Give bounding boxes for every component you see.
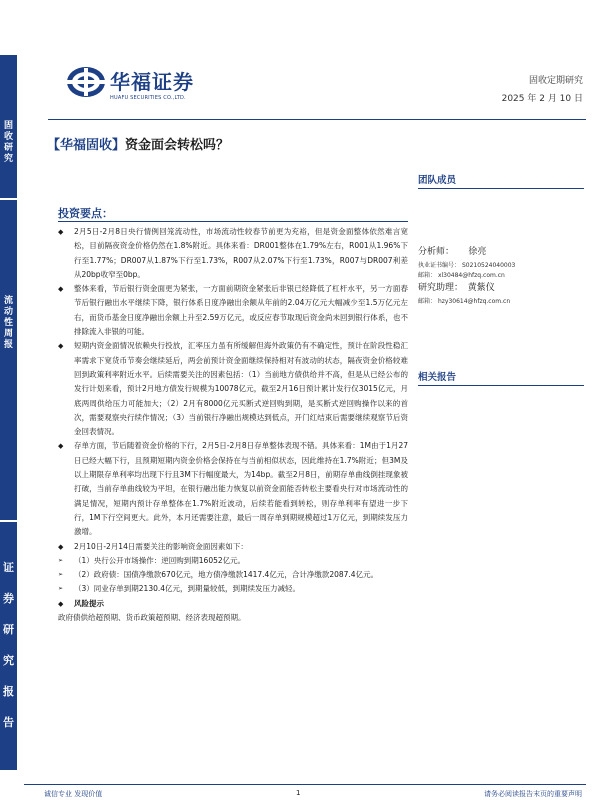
point-text: 2月10日-2月14日需要关注的影响资金面因素如下： bbox=[74, 541, 248, 551]
point-text: 2月5日-2月8日央行情例回笼流动性，市场流动性较春节前更为充裕，但是资金面整体依然难言宽松，目前隔夜资金价格仍然在1.8%附近。具体来看：DR001整体在1.79%左右，R001从1.96%下行至1.77%；DR007从1.87%下行至1.73%，R007从2.07%下行至1.73%，R007与DR007利差从20bp收窄至0bp。 bbox=[74, 227, 408, 279]
logo-mark-icon bbox=[66, 64, 106, 100]
sub-point-text: （3）同业存单到期2130.4亿元，到期量较低，到期续发压力减轻。 bbox=[74, 584, 301, 594]
title-bracket: 【华福固收】 bbox=[47, 138, 126, 153]
diamond-bullet-icon: ◆ bbox=[58, 542, 64, 551]
sub-point-item bbox=[58, 554, 408, 568]
analyst-cert-label: 执业证书编号： bbox=[418, 262, 461, 269]
side-char: 究 bbox=[3, 654, 14, 667]
assistant-email-label: 邮箱： bbox=[418, 298, 437, 305]
risk-heading: 风险提示 bbox=[74, 598, 104, 608]
side-char: 研 bbox=[3, 143, 13, 153]
diamond-bullet-icon: ◆ bbox=[58, 599, 64, 608]
side-char: 固 bbox=[3, 121, 13, 131]
arrow-bullet-icon: ➢ bbox=[58, 585, 64, 593]
analyst-email[interactable]: xl30484@hfzq.com.cn bbox=[437, 272, 505, 279]
sub-point-item bbox=[58, 582, 408, 596]
team-heading: 团队成员 bbox=[418, 175, 457, 186]
side-char: 性 bbox=[3, 318, 13, 328]
point-item bbox=[58, 439, 408, 539]
page-number: 1 bbox=[296, 789, 301, 797]
points-heading: 投资要点： bbox=[58, 207, 113, 220]
related-heading: 相关报告 bbox=[418, 372, 457, 383]
logo-name-en: HUAFU SECURITIES CO.,LTD. bbox=[110, 95, 186, 101]
point-item bbox=[58, 339, 408, 439]
analyst-card bbox=[418, 244, 515, 279]
side-char: 究 bbox=[3, 154, 13, 164]
header-divider bbox=[48, 119, 586, 120]
point-item bbox=[58, 225, 408, 282]
side-band-report-type bbox=[0, 200, 17, 520]
assistant-card bbox=[418, 280, 510, 305]
points-divider bbox=[58, 221, 408, 222]
point-item bbox=[58, 282, 408, 339]
analyst-cert: S0210524040003 bbox=[461, 262, 516, 269]
footer-disclaimer: 请务必阅读报告末页的重要声明 bbox=[484, 790, 582, 798]
report-category: 固收定期研究 bbox=[528, 76, 583, 86]
arrow-bullet-icon: ➢ bbox=[58, 571, 64, 579]
report-date: 2025 年 2 月 10 日 bbox=[501, 94, 583, 104]
side-char: 报 bbox=[3, 340, 13, 350]
diamond-bullet-icon: ◆ bbox=[58, 228, 64, 236]
related-divider bbox=[418, 385, 584, 386]
assistant-name: 黄紫仪 bbox=[467, 283, 495, 293]
side-char: 研 bbox=[3, 623, 14, 636]
diamond-bullet-icon: ◆ bbox=[58, 342, 64, 351]
header-meta bbox=[502, 72, 583, 108]
analyst-role: 分析师： bbox=[418, 247, 455, 257]
side-char: 券 bbox=[3, 592, 14, 605]
assistant-email[interactable]: hzy30614@hfzq.com.cn bbox=[437, 298, 511, 305]
point-text: 整体来看，节后银行资金面更为紧张，一方面前期资金紧张后非银已经降低了杠杆水平，另一方面春节后银行融出水平继续下降，银行体系日度净融出余额从年前的2.04万亿元大幅减少至1.5万亿元左右，而货币基金日度净融出余额上升至2.59万亿元，或反应春节取现后资金尚未回到银行体系，也不排除流入非银的可能。 bbox=[74, 284, 408, 337]
side-char: 报 bbox=[3, 685, 14, 698]
sub-point-text: （1）央行公开市场操作：逆回购到期16052亿元。 bbox=[74, 555, 246, 565]
side-band-category bbox=[0, 55, 17, 198]
title-text: 资金面会转松吗？ bbox=[125, 138, 230, 153]
footer-divider bbox=[24, 784, 586, 785]
investment-points bbox=[58, 225, 408, 625]
point-text: 短期内资金面情况依赖央行投放，汇率压力虽有所缓解但海外政策仍有不确定性，预计在阶段性稳汇率需求下宽货币节奏会继续延后，两会前预计资金面继续保持相对有波动的状态，隔夜资金价格较难回到政策利率附近水平。后续需要关注的因素包括：（1）当前地方债供给并不高，但是从已经公布的发行计划来看，预计2月地方债发行规模为10078亿元，截至2月16日预计累计发行仅3015亿元，月底两周供给压力可能加大；（2）2月有8000亿元买断式逆回购到期，是买断式逆回购操作以来的首次，需要观察央行续作情况；（3）当前银行净融出规模达到低点，开门红结束后需要继续观察节后资金回表情况。 bbox=[74, 341, 408, 437]
point-text: 存单方面，节后随着资金价格的下行，2月5日-2月8日存单整体表现不错。具体来看：1M由于1月27日已经大幅下行，且预期短期内资金价格会保持在与当前相似状态，因此维持在1.7%附近；但3M及以上期限存单利率均出现下行且3M下行幅度最大，为14bp。截至2月8日，前期存单曲线倒挂现象被打破，当前存单曲线较为平坦，在银行融出能力恢复以前资金面能否转松主要看央行对市场流动性的满足情况，短期内预计存单整体在1.7%附近波动，后续若能看到转松，则存单利率有望进一步下行，1M下行空间更大。此外，本月还需要注意，最后一周存单到期规模超过1万亿元，到期续发压力激增。 bbox=[74, 441, 408, 537]
point-item bbox=[58, 540, 408, 554]
risk-text: 政府债供给超预期、货币政策超预期、经济表现超预期。 bbox=[58, 613, 246, 623]
team-divider bbox=[418, 188, 584, 189]
logo-name-cn: 华福证券 bbox=[110, 70, 194, 94]
side-char: 告 bbox=[3, 716, 14, 729]
page-title bbox=[47, 134, 229, 153]
side-char: 证 bbox=[3, 561, 14, 574]
side-char: 收 bbox=[3, 132, 13, 142]
sub-point-text: （2）政府债：国债净缴款670亿元，地方债净缴款1417.4亿元，合计净缴款2087.4亿元。 bbox=[74, 570, 379, 580]
diamond-bullet-icon: ◆ bbox=[58, 285, 64, 294]
sub-point-item bbox=[58, 568, 408, 582]
footer-slogan: 诚信专业 发现价值 bbox=[44, 790, 103, 798]
side-char: 周 bbox=[3, 329, 13, 339]
company-logo bbox=[66, 64, 226, 110]
side-char: 动 bbox=[3, 307, 13, 317]
diamond-bullet-icon: ◆ bbox=[58, 442, 64, 451]
assistant-role: 研究助理： bbox=[418, 283, 464, 293]
analyst-name: 徐亮 bbox=[468, 247, 487, 257]
arrow-bullet-icon: ➢ bbox=[58, 556, 64, 564]
analyst-email-label: 邮箱： bbox=[418, 272, 437, 279]
side-char: 流 bbox=[3, 296, 13, 306]
side-band-research-report bbox=[0, 522, 17, 770]
risk-heading-item bbox=[58, 597, 408, 611]
